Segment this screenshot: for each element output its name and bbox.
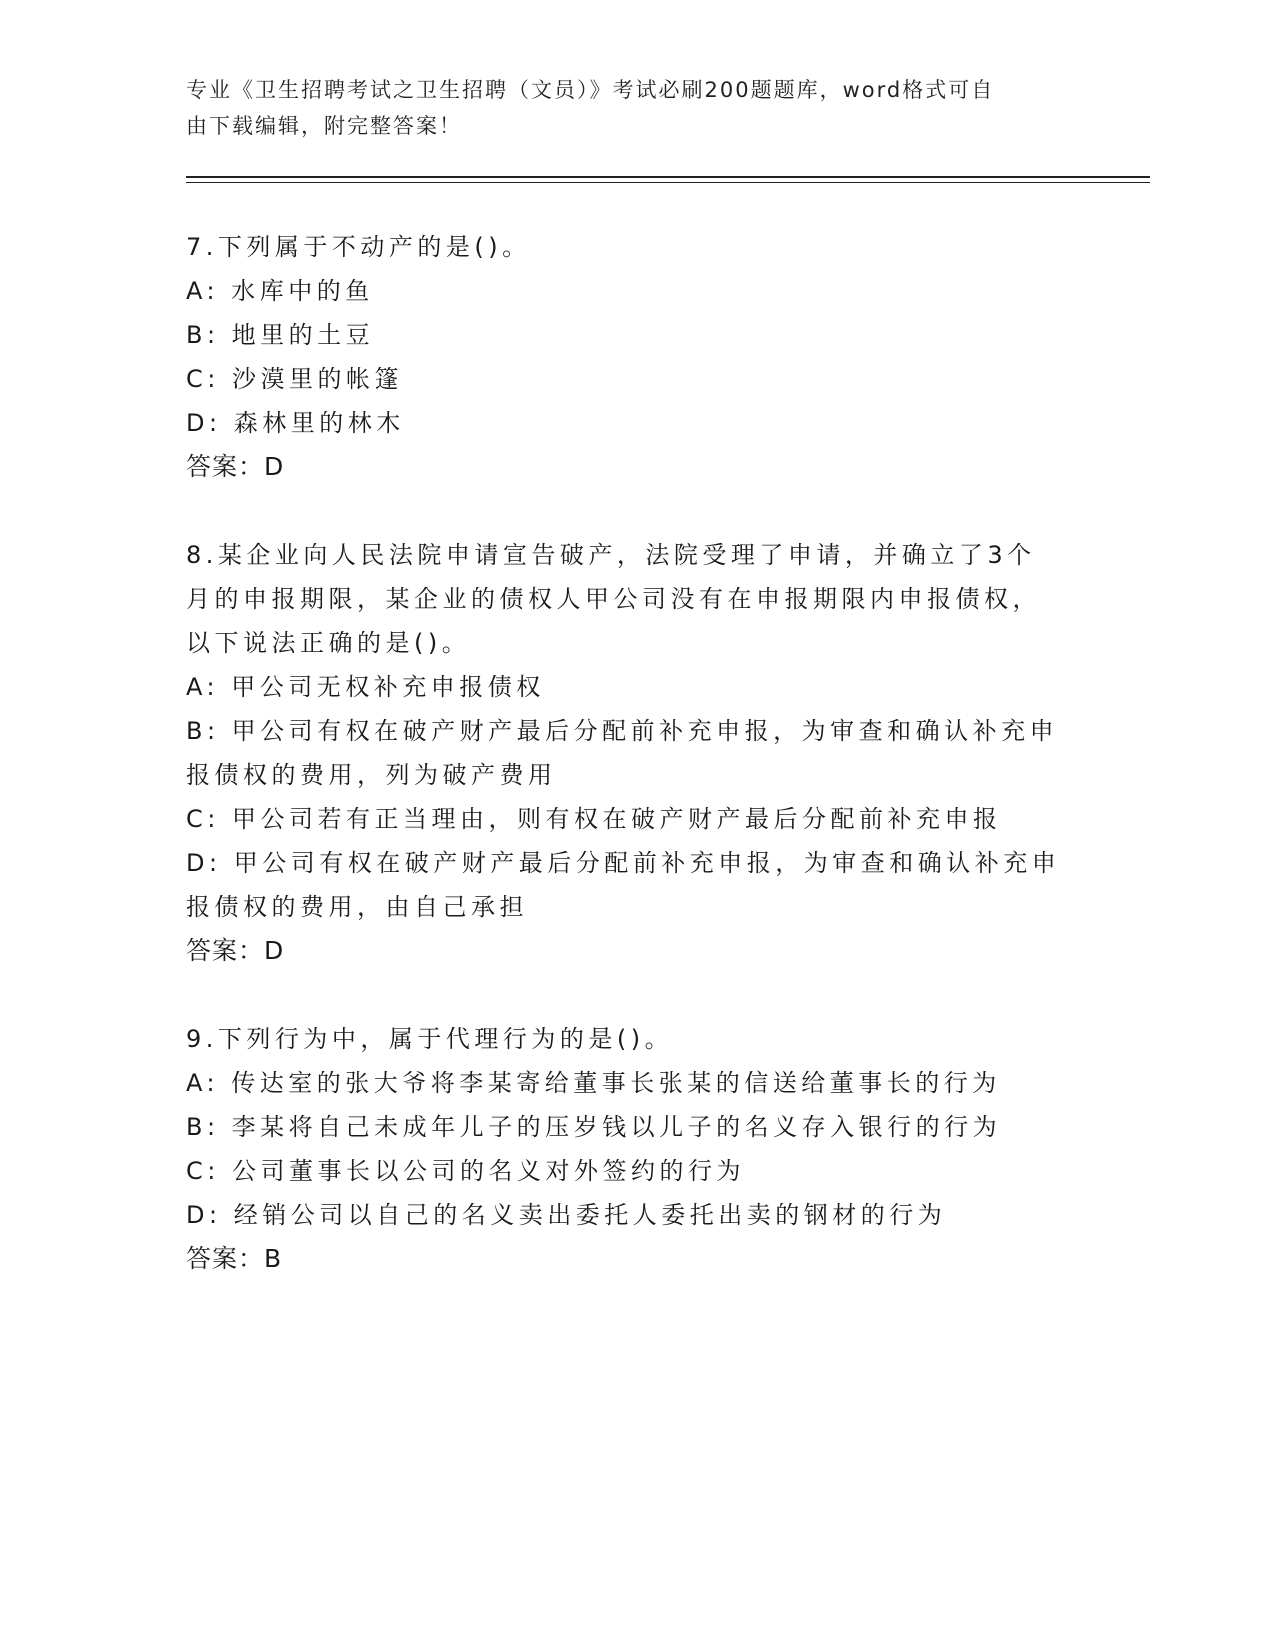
question-8-option-b-line-2: 报债权的费用，列为破产费用 <box>186 761 557 789</box>
question-7-option-b: B: 地里的土豆 <box>186 321 375 349</box>
header-divider-thin <box>186 182 1150 183</box>
header-divider-thick <box>186 176 1150 178</box>
question-7-stem: 7.下列属于不动产的是()。 <box>186 233 531 261</box>
question-9-option-b: B: 李某将自己未成年儿子的压岁钱以儿子的名义存入银行的行为 <box>186 1113 1002 1141</box>
question-8-stem-line-3: 以下说法正确的是()。 <box>186 629 471 657</box>
question-8-option-a: A: 甲公司无权补充申报债权 <box>186 673 545 701</box>
document-header <box>186 72 1066 144</box>
question-8-answer: 答案：D <box>186 936 285 965</box>
question-8-option-b-line-1: B: 甲公司有权在破产财产最后分配前补充申报，为审查和确认补充申 <box>186 717 1059 745</box>
question-7-option-d: D: 森林里的林木 <box>186 409 405 437</box>
question-7-option-c: C: 沙漠里的帐篷 <box>186 365 403 393</box>
question-9-answer: 答案：B <box>186 1244 283 1273</box>
question-9-option-c: C: 公司董事长以公司的名义对外签约的行为 <box>186 1157 745 1185</box>
question-9-option-d: D: 经销公司以自己的名义卖出委托人委托出卖的钢材的行为 <box>186 1201 947 1229</box>
question-7-answer: 答案：D <box>186 452 285 481</box>
question-9-stem: 9.下列行为中，属于代理行为的是()。 <box>186 1025 674 1053</box>
question-8-option-d-line-1: D: 甲公司有权在破产财产最后分配前补充申报，为审查和确认补充申 <box>186 849 1061 877</box>
question-8-stem-line-2: 月的申报期限，某企业的债权人甲公司没有在申报期限内申报债权， <box>186 585 1041 613</box>
question-8-option-c: C: 甲公司若有正当理由，则有权在破产财产最后分配前补充申报 <box>186 805 1002 833</box>
question-8-stem-line-1: 8.某企业向人民法院申请宣告破产，法院受理了申请，并确立了3个 <box>186 541 1036 569</box>
header-line-2: 由下载编辑，附完整答案！ <box>186 114 462 138</box>
question-8-option-d-line-2: 报债权的费用，由自己承担 <box>186 893 528 921</box>
question-7-option-a: A: 水库中的鱼 <box>186 277 374 305</box>
header-line-1: 专业《卫生招聘考试之卫生招聘（文员）》考试必刷200题题库，word格式可自 <box>186 78 995 102</box>
question-9-option-a: A: 传达室的张大爷将李某寄给董事长张某的信送给董事长的行为 <box>186 1069 1001 1097</box>
